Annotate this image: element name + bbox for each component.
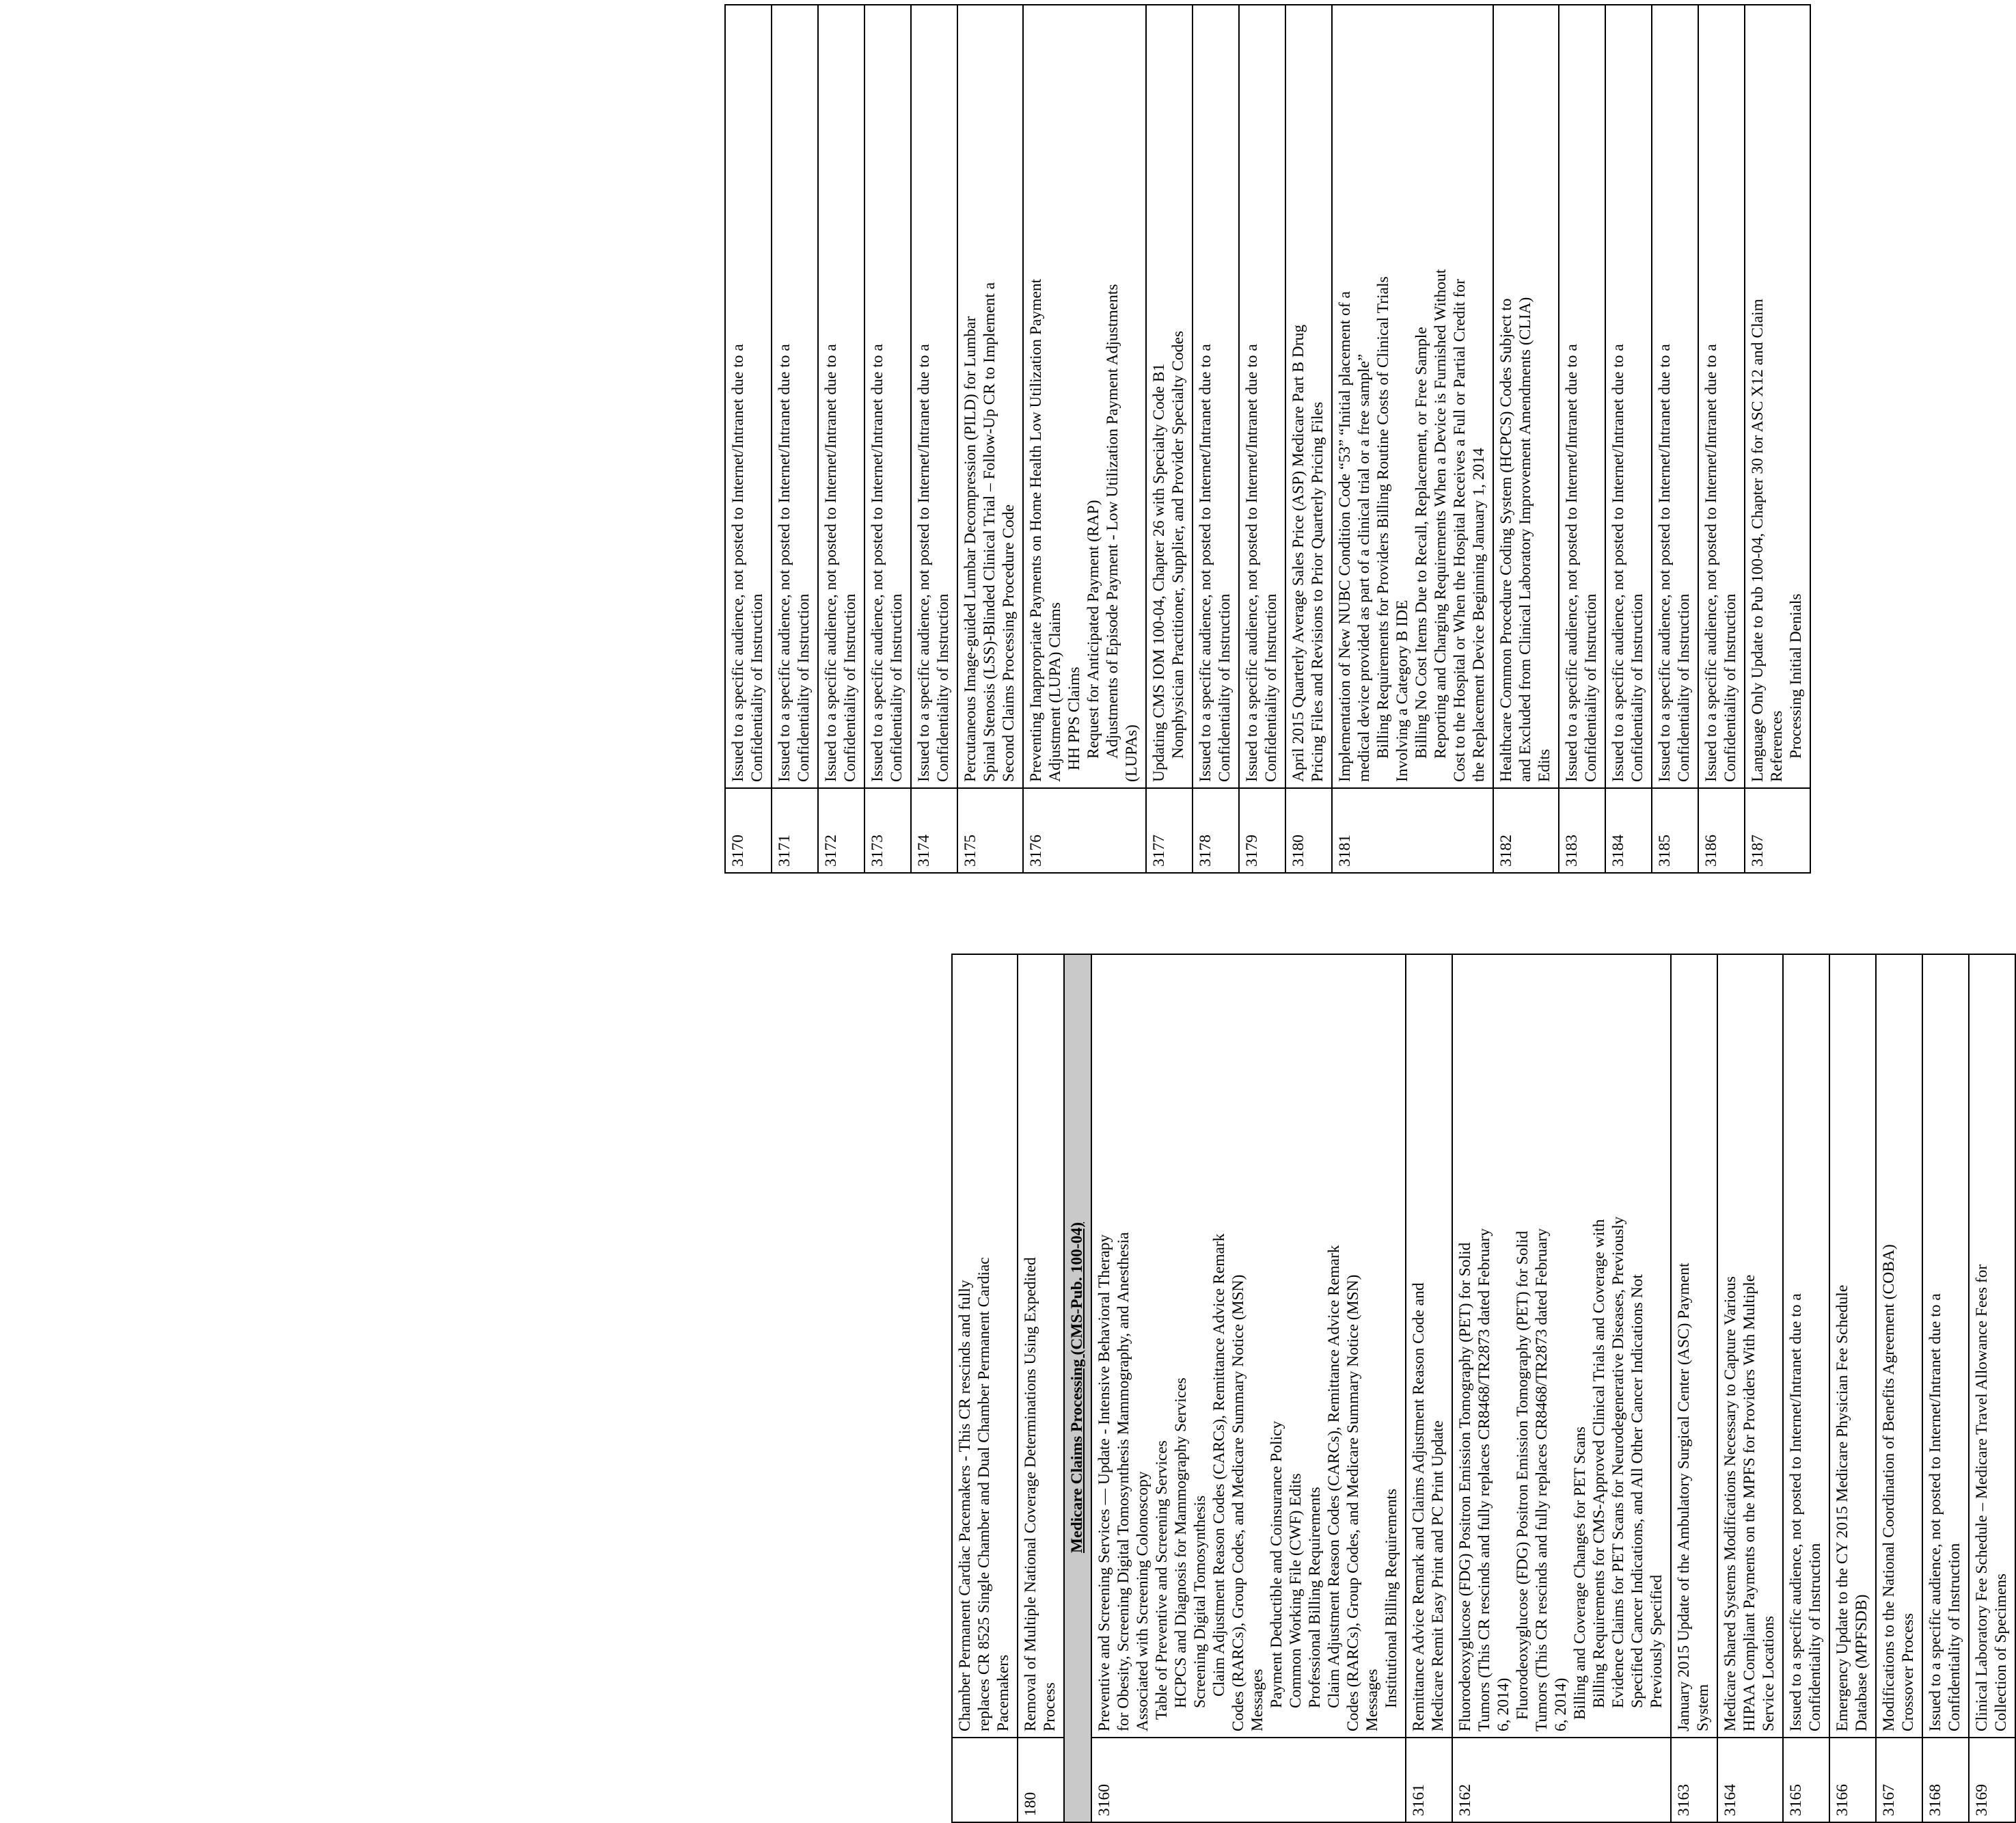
subject-line: Medicare Remit Easy Print and PC Print Update: [1429, 1420, 1447, 1731]
subject-cell: [911, 5, 957, 788]
subject-line: Messages: [1363, 1669, 1381, 1731]
transmittal-number: 3175: [957, 788, 1023, 873]
subject-line: replaces CR 8525 Single Chamber and Dual Chamber Permanent Cardiac: [975, 1257, 993, 1731]
subject-line: Second Claims Processing Procedure Code: [1000, 504, 1018, 782]
subject-line: Issued to a specific audience, not posted to Internet/Intranet due to a: [729, 344, 747, 782]
transmittal-number: 3186: [1698, 788, 1745, 873]
table-row: [911, 5, 957, 873]
subject-line: Billing and Coverage Changes for PET Scans: [1571, 1426, 1589, 1720]
subject-line: Confidentiality of Instruction: [888, 593, 905, 782]
subject-line: Request for Anticipated Payment (RAP): [1085, 500, 1102, 759]
transmittal-number: 3177: [1146, 788, 1193, 873]
transmittal-number: 3184: [1605, 788, 1652, 873]
transmittal-table-left: [951, 954, 2016, 1823]
table-row: [1922, 954, 1969, 1822]
subject-line: Implementation of New NUBC Condition Code “53” “Initial placement of a: [1336, 291, 1354, 782]
table-row: [1969, 954, 2015, 1822]
subject-cell: [1969, 954, 2015, 1738]
subject-line: Issued to a specific audience, not posted to Internet/Intranet due to a: [1563, 344, 1581, 782]
subject-line: Issued to a specific audience, not posted to Internet/Intranet due to a: [869, 344, 886, 782]
subject-line: medical device provided as part of a clinical trial or a free sample”: [1355, 353, 1373, 782]
subject-line: Associated with Screening Colonoscopy: [1134, 1471, 1152, 1731]
transmittal-number: 3171: [772, 788, 818, 873]
subject-cell: [818, 5, 864, 788]
subject-line: Percutaneous Image-guided Lumbar Decompression (PILD) for Lumbar: [962, 316, 979, 782]
subject-line: Confidentiality of Instruction: [1806, 1543, 1824, 1731]
table-row: [1332, 5, 1493, 873]
table-row: [1285, 5, 1332, 873]
table-row: [1018, 954, 1064, 1822]
table-row: [725, 5, 772, 873]
subject-line: Fluorodeoxyglucose (FDG) Positron Emission Tomography (PET) for Solid: [1456, 1242, 1474, 1731]
subject-line: Crossover Process: [1899, 1613, 1917, 1731]
table-row: [1829, 954, 1876, 1822]
transmittal-number: 3160: [1091, 1738, 1406, 1822]
transmittal-number: 3163: [1671, 1738, 1717, 1822]
subject-line: Confidentiality of Instruction: [795, 593, 813, 782]
table-row: [1559, 5, 1605, 873]
subject-line: Updating CMS IOM 100-04, Chapter 26 with Specialty Code B1: [1150, 363, 1168, 782]
transmittal-number: 3165: [1783, 1738, 1829, 1822]
subject-line: HH PPS Claims: [1065, 666, 1083, 770]
subject-line: Confidentiality of Instruction: [1262, 593, 1280, 782]
subject-line: Issued to a specific audience, not posted to Internet/Intranet due to a: [1243, 344, 1261, 782]
transmittal-table-right: [724, 4, 1811, 874]
subject-line: 6, 2014): [1552, 1677, 1570, 1731]
subject-line: Confidentiality of Instruction: [748, 593, 766, 782]
subject-line: Confidentiality of Instruction: [1216, 593, 1234, 782]
subject-line: Table of Preventive and Screening Services: [1153, 1440, 1171, 1720]
transmittal-number: 3170: [725, 788, 772, 873]
transmittal-number: 3162: [1452, 1738, 1671, 1822]
transmittal-number: 3183: [1559, 788, 1605, 873]
table-row: [1671, 954, 1717, 1822]
transmittal-number: 3179: [1239, 788, 1285, 873]
section-title: Medicare Claims Processing (CMS-Pub. 100-04): [1064, 954, 1091, 1822]
subject-line: Confidentiality of Instruction: [841, 593, 859, 782]
subject-line: Chamber Permanent Cardiac Pacemakers - This CR rescinds and fully: [956, 1280, 974, 1731]
subject-line: Clinical Laboratory Fee Schedule – Medicare Travel Allowance Fees for: [1973, 1264, 1991, 1731]
subject-line: April 2015 Quarterly Average Sales Price (ASP) Medicare Part B Drug: [1290, 324, 1307, 782]
subject-line: References: [1768, 710, 1786, 782]
subject-line: Common Working File (CWF) Edits: [1287, 1473, 1305, 1708]
table-row: [1745, 5, 1810, 873]
subject-cell: [1829, 954, 1876, 1738]
subject-cell: [1922, 954, 1969, 1738]
table-row: [1493, 5, 1559, 873]
subject-line: Billing Requirements for CMS-Approved Clinical Trials and Coverage with: [1590, 1219, 1608, 1708]
subject-line: Reporting and Charging Requirements When a Device is Furnished Without: [1432, 269, 1449, 759]
subject-line: Billing No Cost Items Due to Recall, Replacement, or Free Sample: [1413, 327, 1430, 759]
subject-cell: [1698, 5, 1745, 788]
table-row: [1091, 954, 1406, 1822]
subject-line: Payment Deductible and Coinsurance Policy: [1268, 1420, 1285, 1708]
subject-cell: [1605, 5, 1652, 788]
subject-line: Previously Specified: [1648, 1574, 1665, 1708]
subject-line: Processing Initial Denials: [1787, 593, 1805, 759]
subject-cell: [1559, 5, 1605, 788]
subject-line: Issued to a specific audience, not posted to Internet/Intranet due to a: [776, 344, 793, 782]
table-row: [1406, 954, 1452, 1822]
subject-line: Database (MPFSDB): [1853, 1594, 1870, 1731]
table-row: [1876, 954, 1922, 1822]
subject-line: Issued to a specific audience, not posted to Internet/Intranet due to a: [1702, 344, 1720, 782]
subject-line: January 2015 Update of the Ambulatory Surgical Center (ASC) Payment: [1675, 1262, 1693, 1731]
subject-line: Screening Digital Tomosynthesis: [1191, 1495, 1209, 1708]
subject-cell: [1239, 5, 1285, 788]
subject-line: Process: [1041, 1682, 1059, 1731]
subject-line: Professional Billing Requirements: [1306, 1487, 1324, 1708]
subject-line: Confidentiality of Instruction: [1582, 593, 1600, 782]
subject-line: Tumors (This CR rescinds and fully replaces CR8468/TR2873 dated February: [1475, 1228, 1493, 1731]
subject-line: Issued to a specific audience, not posted to Internet/Intranet due to a: [915, 344, 933, 782]
transmittal-number: 3176: [1023, 788, 1146, 873]
table-row: [1717, 954, 1783, 1822]
subject-cell: [1285, 5, 1332, 788]
subject-line: Preventive and Screening Services — Update - Intensive Behavioral Therapy: [1095, 1234, 1113, 1731]
transmittal-number: 3168: [1922, 1738, 1969, 1822]
table-row: [1193, 5, 1239, 873]
subject-line: Cost to the Hospital or When the Hospital Receives a Full or Partial Credit for: [1451, 279, 1469, 782]
subject-cell: [1406, 954, 1452, 1738]
table-row: [1698, 5, 1745, 873]
subject-line: Codes (RARCs), Group Codes, and Medicare Summary Notice (MSN): [1344, 1274, 1362, 1731]
subject-line: Involving a Category B IDE: [1393, 599, 1411, 782]
subject-line: Confidentiality of Instruction: [934, 593, 952, 782]
table-row: [1146, 5, 1193, 873]
subject-line: Pacemakers: [994, 1654, 1012, 1731]
subject-cell: [1091, 954, 1406, 1738]
transmittal-number: 3174: [911, 788, 957, 873]
subject-cell: [725, 5, 772, 788]
subject-line: Tumors (This CR rescinds and fully replaces CR8468/TR2873 dated February: [1533, 1228, 1551, 1731]
table-row: [818, 5, 864, 873]
subject-line: Issued to a specific audience, not posted to Internet/Intranet due to a: [1609, 344, 1627, 782]
section-header-row: [1064, 954, 1091, 1822]
subject-cell: [1193, 5, 1239, 788]
transmittal-number: 3182: [1493, 788, 1559, 873]
table-row: [1652, 5, 1698, 873]
subject-line: Issued to a specific audience, not posted to Internet/Intranet due to a: [1926, 1293, 1944, 1731]
transmittal-number: 3167: [1876, 1738, 1922, 1822]
subject-cell: [1671, 954, 1717, 1738]
subject-cell: [1783, 954, 1829, 1738]
subject-line: Preventing Inappropriate Payments on Home Health Low Utilization Payment: [1027, 278, 1045, 782]
subject-line: 6, 2014): [1495, 1677, 1512, 1731]
transmittal-number: 3185: [1652, 788, 1698, 873]
transmittal-number: 3178: [1193, 788, 1239, 873]
subject-line: Specified Cancer Indications, and All Other Cancer Indications Not: [1629, 1274, 1646, 1708]
transmittal-number: 3187: [1745, 788, 1810, 873]
subject-line: Institutional Billing Requirements: [1382, 1488, 1400, 1708]
subject-line: Codes (RARCs), Group Codes, and Medicare Summary Notice (MSN): [1229, 1274, 1247, 1731]
subject-line: Issued to a specific audience, not posted to Internet/Intranet due to a: [1787, 1293, 1805, 1731]
subject-line: Remittance Advice Remark and Claims Adjustment Reason Code and: [1410, 1282, 1428, 1731]
subject-line: Pricing Files and Revisions to Prior Quarterly Pricing Files: [1309, 401, 1326, 782]
subject-cell: [1332, 5, 1493, 788]
subject-cell: [864, 5, 911, 788]
subject-line: Nonphysician Practitioner, Supplier, and Provider Specialty Codes: [1169, 331, 1187, 759]
transmittal-number: 3180: [1285, 788, 1332, 873]
table-row: [864, 5, 911, 873]
subject-line: Claim Adjustment Reason Codes (CARCs), Remittance Advice Remark: [1325, 1245, 1343, 1708]
subject-cell: [1493, 5, 1559, 788]
subject-cell: [1146, 5, 1193, 788]
subject-cell: [772, 5, 818, 788]
subject-cell: [1652, 5, 1698, 788]
subject-line: Issued to a specific audience, not posted to Internet/Intranet due to a: [1197, 344, 1214, 782]
subject-line: Service Locations: [1760, 1615, 1777, 1731]
subject-line: HCPCS and Diagnosis for Mammography Services: [1172, 1377, 1190, 1708]
subject-cell: [1023, 5, 1146, 788]
subject-line: Issued to a specific audience, not posted to Internet/Intranet due to a: [822, 344, 840, 782]
subject-cell: [1717, 954, 1783, 1738]
table-row: [952, 954, 1018, 1822]
transmittal-number: 180: [1018, 1738, 1064, 1822]
transmittal-number: 3181: [1332, 788, 1493, 873]
subject-line: Removal of Multiple National Coverage Determinations Using Expedited: [1022, 1257, 1039, 1731]
table-row: [957, 5, 1023, 873]
subject-line: (LUPAs): [1123, 724, 1141, 782]
subject-line: Adjustment (LUPA) Claims: [1046, 602, 1064, 782]
subject-line: Spinal Stenosis (LSS)-Blinded Clinical Trial – Follow-Up CR to Implement a: [981, 282, 998, 782]
subject-cell: [1876, 954, 1922, 1738]
subject-line: Claim Adjustment Reason Codes (CARCs), Remittance Advice Remark: [1210, 1233, 1228, 1697]
subject-line: Fluorodeoxyglucose (FDG) Positron Emission Tomography (PET) for Solid: [1514, 1230, 1531, 1720]
transmittal-number: [952, 1738, 1018, 1822]
subject-line: Emergency Update to the CY 2015 Medicare Physician Fee Schedule: [1834, 1284, 1851, 1731]
table-row: [1239, 5, 1285, 873]
subject-line: System: [1694, 1684, 1712, 1731]
transmittal-number: 3161: [1406, 1738, 1452, 1822]
transmittal-number: 3172: [818, 788, 864, 873]
subject-line: Evidence Claims for PET Scans for Neurodegenerative Diseases, Previously: [1609, 1216, 1627, 1708]
subject-line: Messages: [1249, 1669, 1266, 1731]
subject-line: Healthcare Common Procedure Coding System (HCPCS) Codes Subject to: [1497, 298, 1515, 782]
transmittal-number: 3169: [1969, 1738, 2015, 1822]
subject-line: Adjustments of Episode Payment - Low Utilization Payment Adjustments: [1104, 284, 1121, 759]
subject-line: and Excluded from Clinical Laboratory Improvement Amendments (CLIA): [1516, 297, 1534, 782]
subject-line: Confidentiality of Instruction: [1721, 593, 1739, 782]
transmittal-number: 3164: [1717, 1738, 1783, 1822]
subject-cell: [1018, 954, 1064, 1738]
subject-cell: [1745, 5, 1810, 788]
subject-line: for Obesity, Screening Digital Tomosynthesis Mammography, and Anesthesia: [1115, 1232, 1132, 1731]
subject-line: Confidentiality of Instruction: [1946, 1543, 1963, 1731]
transmittal-number: 3166: [1829, 1738, 1876, 1822]
subject-line: Medicare Shared Systems Modifications Necessary to Capture Various: [1721, 1276, 1739, 1731]
table-row: [1452, 954, 1671, 1822]
subject-line: Issued to a specific audience, not posted to Internet/Intranet due to a: [1656, 344, 1674, 782]
table-row: [1023, 5, 1146, 873]
table-row: [772, 5, 818, 873]
transmittal-number: 3173: [864, 788, 911, 873]
subject-line: Confidentiality of Instruction: [1675, 593, 1693, 782]
subject-line: Billing Requirements for Providers Billing Routine Costs of Clinical Trials: [1374, 276, 1392, 759]
subject-line: the Replacement Device Beginning January 1, 2014: [1470, 448, 1488, 782]
subject-cell: [1452, 954, 1671, 1738]
table-row: [1783, 954, 1829, 1822]
subject-line: Modifications to the National Coordination of Benefits Agreement (COBA): [1880, 1244, 1898, 1731]
subject-line: HIPAA Compliant Payments on the MPFS for Providers With Multiple: [1741, 1274, 1758, 1731]
subject-line: Collection of Specimens: [1992, 1573, 2010, 1731]
subject-cell: [952, 954, 1018, 1738]
subject-line: Confidentiality of Instruction: [1629, 593, 1646, 782]
subject-cell: [957, 5, 1023, 788]
subject-line: Edits: [1536, 748, 1553, 782]
subject-line: Language Only Update to Pub 100-04, Chapter 30 for ASC X12 and Claim: [1749, 299, 1767, 782]
table-row: [1605, 5, 1652, 873]
